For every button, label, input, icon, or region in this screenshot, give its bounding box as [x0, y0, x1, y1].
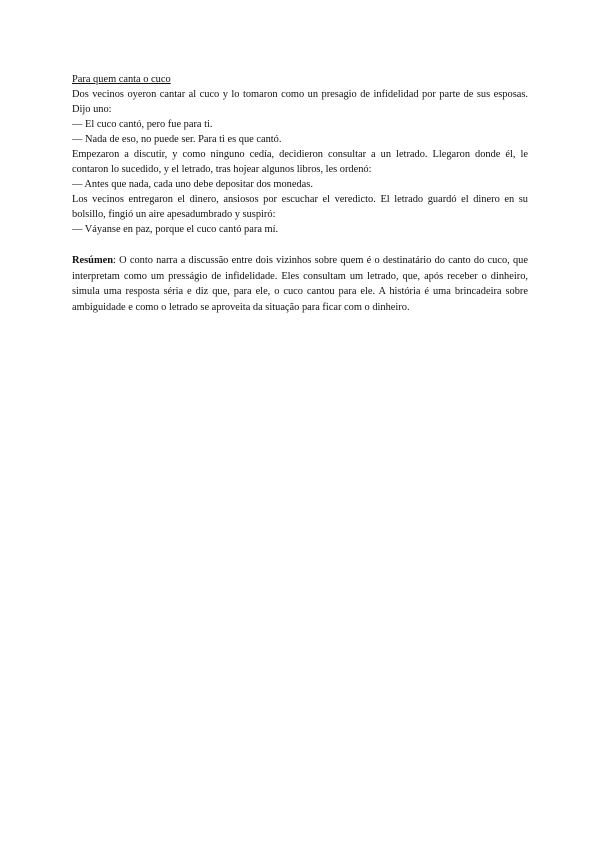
story-paragraph: Empezaron a discutir, y como ninguno cedía, decidieron consultar a un letrado. Llegaron donde él, le contaron lo sucedido, y el letrado, tras hojear algunos libros, les ordenó:: [72, 149, 528, 175]
dialogue-line: — Váyanse en paz, porque el cuco cantó para mí.: [72, 224, 279, 235]
story-paragraph: Dos vecinos oyeron cantar al cuco y lo tomaron como un presagio de infidelidad por parte de sus esposas. Dijo uno:: [72, 89, 528, 115]
story-paragraph: Los vecinos entregaron el dinero, ansiosos por escuchar el veredicto. El letrado guardó el dinero en su bolsillo, fingió un aire apesadumbrado y suspiró:: [72, 194, 528, 220]
document-page: [72, 72, 528, 325]
story-body: [72, 87, 528, 237]
dialogue-line: — Nada de eso, no puede ser. Para ti es que cantó.: [72, 134, 282, 145]
dialogue-line: — El cuco cantó, pero fue para ti.: [72, 119, 213, 130]
dialogue-line: — Antes que nada, cada uno debe depositar dos monedas.: [72, 179, 313, 190]
summary-separator: :: [112, 255, 116, 266]
summary-paragraph: [72, 253, 528, 315]
document-title: Para quem canta o cuco: [72, 74, 171, 85]
summary-label: Resúmen: [72, 255, 113, 266]
summary-text: O conto narra a discussão entre dois vizinhos sobre quem é o destinatário do canto do cuco, que interpretam como um presságio de infidelidade. Eles consultam um letrado, que, após receber o dinheiro, simula uma resposta séria e diz que, para ele, o cuco cantou para ele. A história é uma brincadeira sobre ambiguidade e como o letrado se aproveita da situação para ficar com o dinheiro.: [72, 255, 528, 313]
